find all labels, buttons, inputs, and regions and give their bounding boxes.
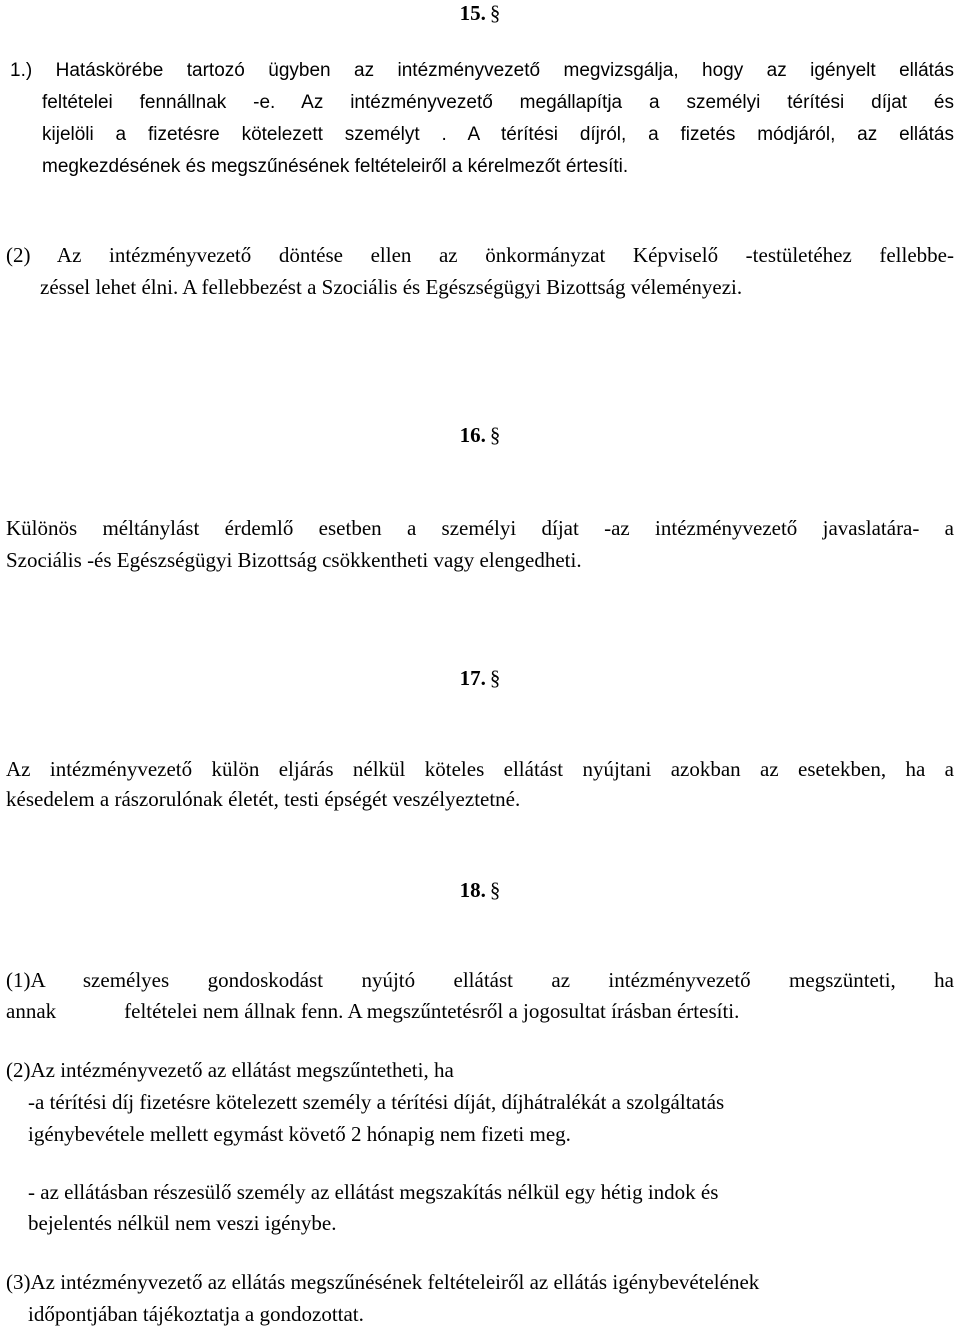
text-line: kijelöli a fizetésre kötelezett személyt . A térítési díjról, a fizetés módjáról, az ellátás [42,124,954,145]
text-line: (2) Az intézményvezető döntése ellen az önkormányzat Képviselő -testületéhez fellebbe- [6,243,954,267]
section-17-paragraph [6,754,954,814]
text-line: megkezdésének és megszűnésének feltételeiről a kérelmezőt értesíti. [42,156,629,177]
section-sign: § [489,423,501,447]
text-line: zéssel lehet élni. A fellebbezést a Szociális és Egészségügyi Bizottság véleményezi. [40,275,743,299]
text-line: 1.) Hatáskörébe tartozó ügyben az intézményvezető megvizsgálja, hogy az igényelt ellátás [10,60,954,81]
section-18-list-item-2 [28,1177,908,1239]
section-15-paragraph-1 [10,55,954,183]
section-18-paragraph-3 [6,1266,954,1330]
section-16-paragraph [6,512,954,576]
text-line: Különös méltánylást érdemlő esetben a személyi díjat -az intézményvezető javaslatára- a [6,516,954,540]
section-number: 15. [459,1,486,25]
section-sign: § [489,1,501,25]
text-fragment: annak [6,999,57,1023]
text-line: késedelem a rászorulónak életét, testi épségét veszélyeztetné. [6,787,521,811]
section-16-heading [0,422,960,448]
section-17-heading [0,665,960,691]
text-line: időpontjában tájékoztatja a gondozottat. [28,1302,364,1326]
section-number: 17. [459,666,486,690]
text-line: feltételei fennállnak -e. Az intézményvezető megállapítja a személyi térítési díjat és [42,92,954,113]
text-line: (3)Az intézményvezető az ellátás megszűnésének feltételeiről az ellátás igénybevételének [6,1270,760,1294]
text-line [6,996,954,1027]
section-18-heading [0,877,960,903]
section-18-paragraph-2-intro [6,1055,954,1086]
text-line: igénybevétele mellett egymást követő 2 hónapig nem fizeti meg. [28,1122,571,1146]
section-15-paragraph-2 [6,239,954,303]
text-line: Az intézményvezető külön eljárás nélkül köteles ellátást nyújtani azokban az esetekben, ha a [6,757,954,781]
section-18-list-item-1 [28,1086,908,1150]
section-number: 18. [459,878,486,902]
section-sign: § [489,666,501,690]
text-line: Szociális -és Egészségügyi Bizottság csökkentheti vagy elengedheti. [6,548,582,572]
section-18-paragraph-1 [6,965,954,1027]
text-line: -a térítési díj fizetésre kötelezett személy a térítési díját, díjhátralékát a szolgáltatás [28,1090,725,1114]
text-line: - az ellátásban részesülő személy az ellátást megszakítás nélkül egy hétig indok és [28,1180,719,1204]
text-line: (2)Az intézményvezető az ellátást megszűntetheti, ha [6,1058,454,1082]
text-line: (1)A személyes gondoskodást nyújtó ellátást az intézményvezető megszünteti, ha [6,968,954,992]
section-number: 16. [459,423,486,447]
section-sign: § [489,878,501,902]
text-line: bejelentés nélkül nem veszi igénybe. [28,1211,337,1235]
section-15-heading [0,0,960,26]
text-fragment: feltételei nem állnak fenn. A megszűntetésről a jogosultat írásban értesíti. [124,999,740,1023]
